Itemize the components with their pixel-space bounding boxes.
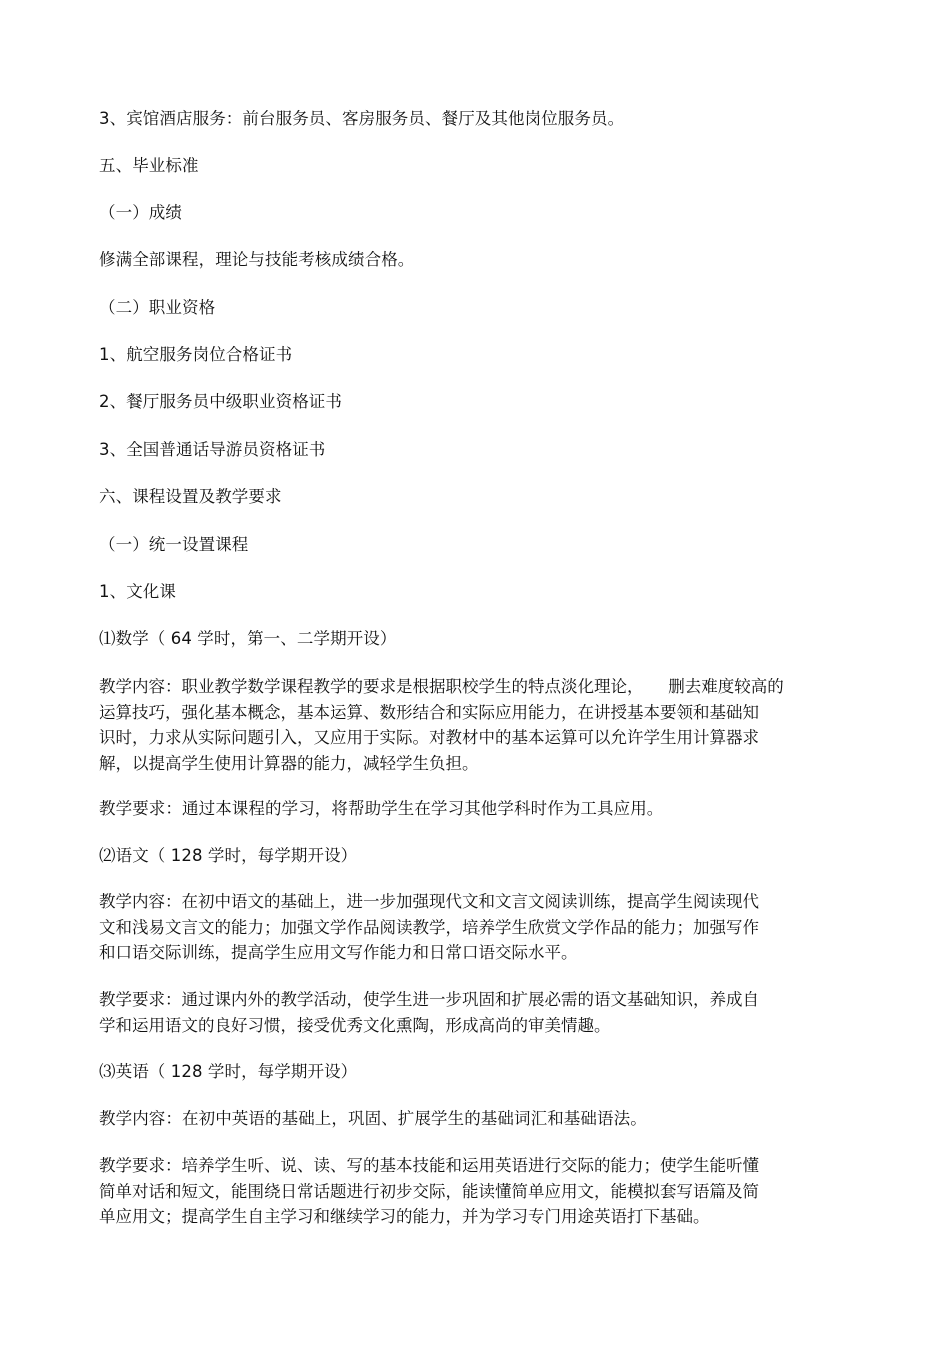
subheading-unified-courses: （一）统一设置课程 xyxy=(99,535,249,554)
paragraph-english-content: 教学内容：在初中英语的基础上，巩固、扩展学生的基础词汇和基础语法。 xyxy=(99,1109,647,1128)
course-heading-chinese: ⑵语文（ 128 学时，每学期开设） xyxy=(99,846,358,865)
paragraph-chinese-content xyxy=(99,889,859,966)
paragraph-line: 教学内容：在初中语文的基础上，进一步加强现代文和文言文阅读训练，提高学生阅读现代 xyxy=(99,892,759,911)
paragraph-line: 运算技巧，强化基本概念，基本运算、数形结合和实际应用能力，在讲授基本要领和基础知 xyxy=(99,702,759,722)
paragraph-line: 简单对话和短文，能围绕日常话题进行初步交际，能读懂简单应用文，能模拟套写语篇及简 xyxy=(99,1181,759,1201)
paragraph-line: 教学要求：培养学生听、说、读、写的基本技能和运用英语进行交际的能力；使学生能听懂 xyxy=(99,1156,759,1175)
course-category-culture: 1、文化课 xyxy=(99,582,176,601)
paragraph-line: 文和浅易文言文的能力；加强文学作品阅读教学，培养学生欣赏文学作品的能力；加强写作 xyxy=(99,917,759,937)
paragraph-grades: 修满全部课程，理论与技能考核成绩合格。 xyxy=(99,250,415,269)
paragraph-math-content xyxy=(99,674,859,776)
paragraph-line: 教学要求：通过课内外的教学活动，使学生进一步巩固和扩展必需的语文基础知识，养成自 xyxy=(99,990,759,1009)
qualification-item-guide: 3、全国普通话导游员资格证书 xyxy=(99,440,326,459)
qualification-item-restaurant: 2、餐厅服务员中级职业资格证书 xyxy=(99,392,342,411)
course-heading-english: ⑶英语（ 128 学时，每学期开设） xyxy=(99,1062,358,1081)
subheading-qualifications: （二）职业资格 xyxy=(99,298,216,317)
paragraph-english-requirements xyxy=(99,1153,859,1230)
paragraph-line: 和口语交际训练，提高学生应用文写作能力和日常口语交际水平。 xyxy=(99,943,578,962)
section-heading-curriculum: 六、课程设置及教学要求 xyxy=(99,487,282,506)
service-item-hotel: 3、宾馆酒店服务：前台服务员、客房服务员、餐厅及其他岗位服务员。 xyxy=(99,109,625,128)
paragraph-line: 识时，力求从实际问题引入，又应用于实际。对教材中的基本运算可以允许学生用计算器求 xyxy=(99,728,759,747)
paragraph-line: 学和运用语文的良好习惯，接受优秀文化熏陶，形成高尚的审美情趣。 xyxy=(99,1015,611,1035)
section-heading-graduation: 五、毕业标准 xyxy=(99,156,199,175)
subheading-grades: （一）成绩 xyxy=(99,203,182,222)
course-heading-math: ⑴数学（ 64 学时，第一、二学期开设） xyxy=(99,629,397,648)
qualification-item-aviation: 1、航空服务岗位合格证书 xyxy=(99,345,293,364)
paragraph-line: 单应用文；提高学生自主学习和继续学习的能力，并为学习专门用途英语打下基础。 xyxy=(99,1207,710,1226)
paragraph-math-requirements: 教学要求：通过本课程的学习，将帮助学生在学习其他学科时作为工具应用。 xyxy=(99,799,664,818)
paragraph-chinese-requirements xyxy=(99,987,859,1038)
paragraph-line: 教学内容：职业教学数学课程教学的要求是根据职校学生的特点淡化理论， 删去难度较高的 xyxy=(99,677,784,696)
paragraph-line: 解，以提高学生使用计算器的能力，减轻学生负担。 xyxy=(99,753,479,773)
